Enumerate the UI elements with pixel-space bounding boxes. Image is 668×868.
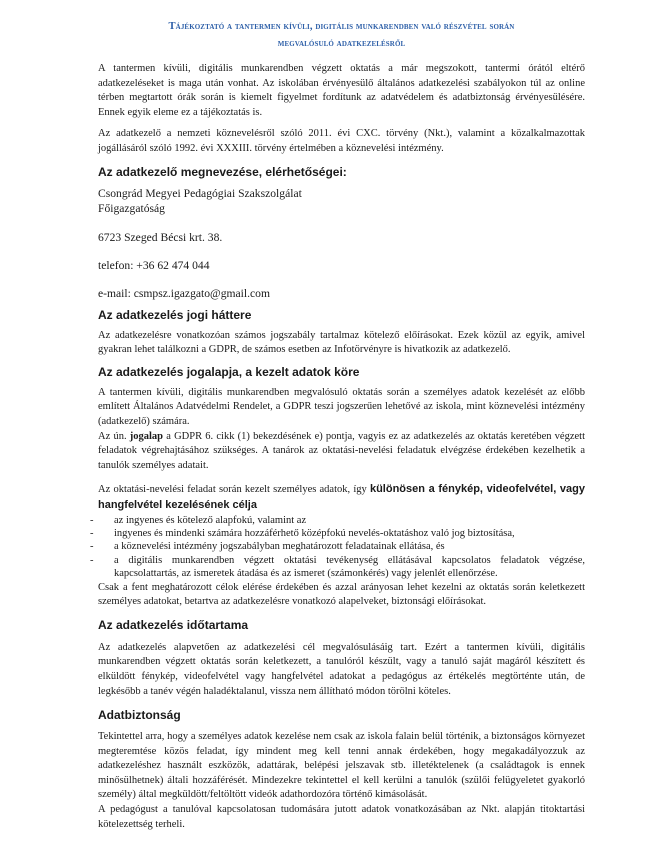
controller-heading: Az adatkezelő megnevezése, elérhetőségei: <box>98 164 347 179</box>
purpose-bold: különösen a fénykép, videofelvétel, vagy hangfelvétel kezelésének célja <box>98 483 585 511</box>
basis-paragraph-3: Az oktatási-nevelési feladat során kezelt személyes adatok, így különösen a fénykép, videofelvétel, vagy hangfelvétel kezelésének célja <box>98 483 585 511</box>
jogalap-bold: jogalap <box>129 430 164 442</box>
title-line-2: megvalósuló adatkezelésről <box>277 38 406 49</box>
basis-paragraph-1: A tantermen kívüli, digitális munkarendben megvalósuló oktatás során a személyes adatok kezelését az előbb említett Általános Adatvédelmi Rendelet, a GDPR teszi jogszerűen lehetővé az iskola, mint köznevelési intézmény (adatkezelő) számára. <box>98 386 585 427</box>
duration-paragraph: Az adatkezelés alapvetően az adatkezelési cél megvalósulásáig tart. Ezért a tantermen kívüli, digitális munkarendben végzett oktatás során keletkezett, a tanulóról készült, vagy a tanuló saját magáról készített és elküldött fénykép, videofelvétel vagy hangfelvétel adatokat a pedagógus az értékelés megtörténte után, de legkésőbb a tanév végén haladéktalanul, vissza nem állítható módon törölni köteles. <box>98 641 585 697</box>
controller-email: e-mail: csmpsz.igazgato@gmail.com <box>98 286 270 300</box>
legal-paragraph: Az adatkezelésre vonatkozóan számos jogszabály tartalmaz kötelező előírásokat. Ezek közül az egyik, amivel gyakran lehet találkozni a GDPR, de számos esetben az Infotörvényre is hivatkozik az adatkezelő. <box>98 329 585 356</box>
list-item: - a köznevelési intézmény jogszabályban meghatározott feladatainak ellátása, és <box>90 541 445 553</box>
basis-heading: Az adatkezelés jogalapja, a kezelt adatok köre <box>98 364 360 379</box>
duration-heading: Az adatkezelés időtartama <box>98 617 249 632</box>
list-item: - ingyenes és mindenki számára hozzáférhető középfokú nevelés-oktatáshoz való jog biztosítása, <box>90 527 515 539</box>
controller-name-1: Csongrád Megyei Pedagógiai Szakszolgálat <box>98 186 302 200</box>
controller-address: 6723 Szeged Bécsi krt. 38. <box>98 230 223 244</box>
controller-name-2: Főigazgatóság <box>98 201 165 215</box>
list-item: - a digitális munkarendben végzett oktatási tevékenység ellátásával kapcsolatos feladatok végzése, kapcsolattartás, az ismeretek átadása és az ismeret (számonkérés) vagy jelenlét ellenőrzése. <box>90 554 585 580</box>
purpose-list <box>90 514 585 581</box>
document-page <box>90 18 585 832</box>
title-line-1: Tájékoztató a tantermen kívüli, digitális munkarendben való részvétel során <box>168 21 515 32</box>
security-paragraph-2: A pedagógust a tanulóval kapcsolatosan tudomására jutott adatok vonatkozásában az Nkt. alapján titoktartási kötelezettség terheli. <box>98 804 585 830</box>
basis-paragraph-4: Csak a fent meghatározott célok elérése érdekében és azzal arányosan lehet kezelni az oktatás során keletkezett személyes adatokat, betartva az adatkezelésre vonatkozó alapelveket, biztonsági előírásokat. <box>98 581 585 608</box>
legal-heading: Az adatkezelés jogi háttere <box>98 307 252 322</box>
controller-phone: telefon: +36 62 474 044 <box>98 258 210 272</box>
list-item: - az ingyenes és kötelező alapfokú, valamint az <box>90 514 307 526</box>
security-heading: Adatbiztonság <box>98 708 181 723</box>
security-paragraph-1: Tekintettel arra, hogy a személyes adatok kezelése nem csak az iskola falain belül történik, a biztonságos környezet megteremtése közös feladat, így mindent meg kell tenni annak érdekében, hogy megakadályozzuk az adatkezeléshez használt eszközök, adattárak, belépési jelszavak stb. illetéktelenek (a családtagok is ennek minősülhetnek) általi hozzáférését. Mindezekre tekintettel el kell kerülni a tanulók (szülői felügyeletet gyakorló személy) által megküldött/feltöltött videók adathordozóra történő kimásolását. <box>98 731 585 801</box>
document-title <box>98 18 585 52</box>
basis-paragraph-2: Az ún. jogalap a GDPR 6. cikk (1) bekezdésének e) pontja, vagyis ez az adatkezelés az oktatás keretében végzett feladatok végrehajtásához szükséges. A tanárok az oktatási-nevelési feladatuk elvégzése érdekében kezelhetik a tanulók személyes adatait. <box>98 430 585 471</box>
intro-paragraph: A tantermen kívüli, digitális munkarendben végzett oktatás a már megszokott, tantermi órától eltérő adatkezeléseket is maga után vonhat. Az iskolában érvényesülő általános adatkezelési szabályokon túl az online térben megtartott órák során is kiemelt figyelmet fordítunk az adatvédelem és adatbiztonság érvényesülésére. Ennek egyik eleme ez a tájékoztatás is. <box>98 63 585 118</box>
controller-paragraph: Az adatkezelő a nemzeti köznevelésről szóló 2011. évi CXC. törvény (Nkt.), valamint a közalkalmazottak jogállásáról szóló 1992. évi XXXIII. törvény értelmében a köznevelési intézmény. <box>98 128 585 154</box>
controller-contact <box>98 186 585 301</box>
